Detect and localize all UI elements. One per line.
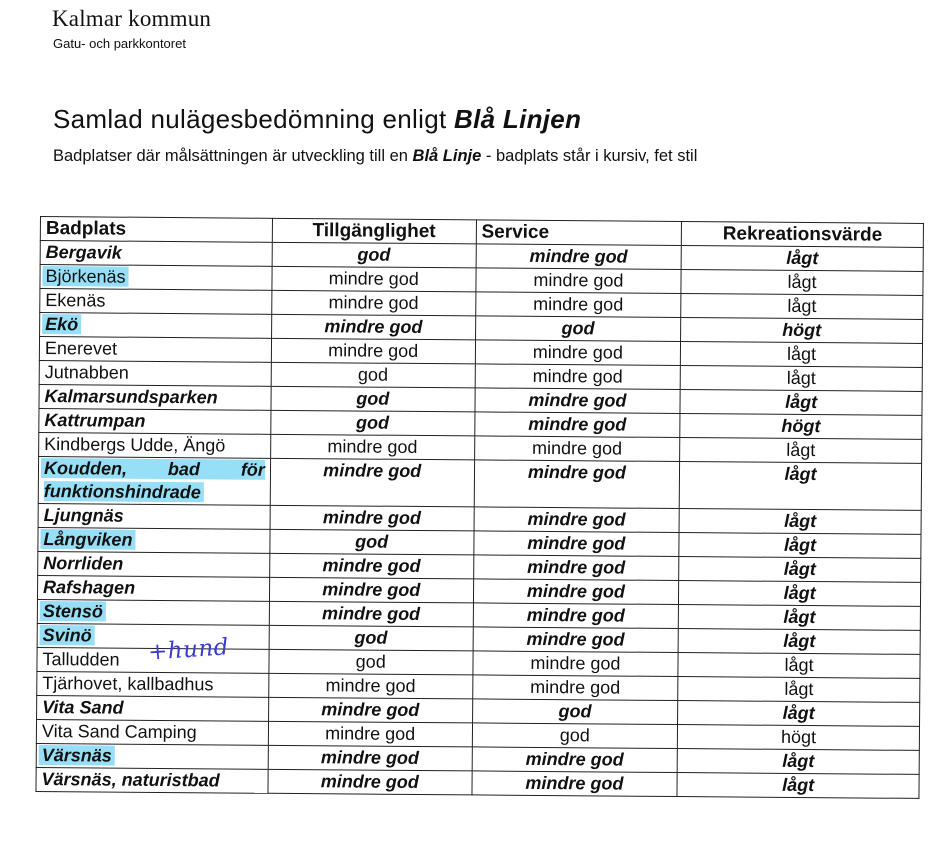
cell-tillganglighet: mindre god: [270, 434, 474, 460]
badplats-name: Kindbergs Udde, Ängö: [44, 434, 226, 456]
cell-badplats: [40, 313, 272, 339]
badplats-name: Norrliden: [43, 553, 124, 574]
cell-service: mindre god: [472, 675, 678, 701]
badplats-name: Långviken: [40, 529, 135, 550]
cell-service: mindre god: [473, 627, 679, 653]
badplats-name: Värsnäs: [39, 745, 115, 766]
cell-service: mindre god: [474, 507, 680, 533]
badplats-name: Bergavik: [45, 242, 122, 263]
column-header-tillganglighet: Tillgänglighet: [272, 218, 476, 244]
cell-tillganglighet: mindre god: [272, 290, 476, 316]
cell-tillganglighet: mindre god: [268, 745, 472, 771]
badplats-name: Rafshagen: [43, 577, 136, 598]
badplats-name: Vita Sand Camping: [41, 721, 197, 743]
cell-tillganglighet: mindre god: [271, 314, 475, 340]
cell-badplats: [39, 360, 271, 386]
cell-badplats: [39, 432, 271, 458]
cell-rekreationsvarde: lågt: [681, 270, 923, 296]
cell-rekreationsvarde: högt: [681, 318, 923, 344]
cell-badplats: [37, 695, 269, 721]
cell-tillganglighet: god: [271, 386, 475, 412]
cell-service: mindre god: [473, 579, 679, 605]
organization-name: Kalmar kommun: [52, 6, 212, 31]
cell-badplats: [38, 503, 270, 529]
cell-service: mindre god: [475, 292, 681, 318]
cell-rekreationsvarde: lågt: [679, 557, 921, 583]
cell-service: mindre god: [473, 651, 679, 677]
badplats-name: Ljungnäs: [43, 505, 124, 526]
cell-tillganglighet: mindre god: [268, 769, 472, 795]
cell-badplats: [39, 337, 271, 363]
cell-tillganglighet: mindre god: [269, 577, 473, 603]
cell-tillganglighet: god: [270, 529, 474, 555]
document-subtitle-suffix: - badplats står i kursiv, fet stil: [481, 147, 698, 165]
column-header-badplats: Badplats: [40, 217, 272, 243]
cell-rekreationsvarde: lågt: [678, 605, 920, 631]
cell-rekreationsvarde: lågt: [681, 342, 923, 368]
column-header-rekreationsvarde: Rekreationsvärde: [681, 222, 923, 248]
cell-tillganglighet: god: [271, 362, 475, 388]
cell-badplats: [38, 551, 270, 577]
cell-badplats: [38, 527, 270, 553]
cell-badplats: [39, 384, 271, 410]
cell-rekreationsvarde: lågt: [680, 390, 922, 416]
cell-badplats: [36, 743, 268, 769]
cell-service: mindre god: [476, 244, 682, 270]
cell-badplats: [40, 289, 272, 315]
handwritten-annotation: +hund: [147, 634, 230, 666]
document-subtitle-prefix: Badplatser där målsättningen är utveckling till en: [53, 147, 413, 165]
cell-rekreationsvarde: lågt: [679, 581, 921, 607]
cell-rekreationsvarde: lågt: [679, 462, 921, 511]
cell-service: mindre god: [474, 460, 680, 509]
cell-rekreationsvarde: lågt: [681, 294, 923, 320]
cell-badplats: [38, 456, 270, 505]
assessment-table: [35, 216, 923, 799]
cell-service: god: [472, 723, 678, 749]
cell-service: mindre god: [473, 531, 679, 557]
cell-tillganglighet: mindre god: [268, 697, 472, 723]
badplats-name: Vita Sand: [42, 697, 124, 718]
cell-rekreationsvarde: högt: [680, 414, 922, 440]
cell-service: mindre god: [473, 555, 679, 581]
badplats-name: Jutnabben: [44, 362, 129, 383]
document-title-emphasis: Blå Linjen: [454, 104, 582, 134]
column-header-service: Service: [476, 220, 682, 246]
cell-badplats: [37, 599, 269, 625]
cell-tillganglighet: mindre god: [270, 458, 474, 507]
cell-rekreationsvarde: högt: [678, 725, 920, 751]
cell-tillganglighet: mindre god: [269, 601, 473, 627]
cell-rekreationsvarde: lågt: [679, 533, 921, 559]
cell-badplats: [39, 408, 271, 434]
badplats-name: Ekenäs: [45, 290, 106, 311]
cell-tillganglighet: mindre god: [269, 673, 473, 699]
cell-badplats: [36, 719, 268, 745]
cell-service: mindre god: [476, 268, 682, 294]
cell-badplats: [37, 671, 269, 697]
cell-rekreationsvarde: lågt: [678, 653, 920, 679]
badplats-name: Svinö: [40, 625, 95, 645]
badplats-name: Kattrumpan: [44, 410, 146, 431]
cell-service: god: [472, 699, 678, 725]
cell-badplats: [40, 241, 272, 267]
document-subtitle-emphasis: Blå Linje: [412, 147, 482, 165]
cell-rekreationsvarde: lågt: [680, 438, 922, 464]
badplats-name: Värsnäs, naturistbad: [41, 769, 220, 791]
cell-rekreationsvarde: lågt: [679, 509, 921, 535]
badplats-name: Kalmarsundsparken: [44, 386, 218, 408]
cell-tillganglighet: mindre god: [270, 553, 474, 579]
cell-rekreationsvarde: lågt: [680, 366, 922, 392]
cell-service: mindre god: [475, 388, 681, 414]
cell-tillganglighet: god: [269, 649, 473, 675]
cell-tillganglighet: mindre god: [272, 266, 476, 292]
cell-tillganglighet: mindre god: [268, 721, 472, 747]
cell-badplats: [37, 575, 269, 601]
cell-tillganglighet: mindre god: [271, 338, 475, 364]
cell-rekreationsvarde: lågt: [678, 701, 920, 727]
cell-service: mindre god: [475, 364, 681, 390]
cell-rekreationsvarde: lågt: [681, 246, 923, 272]
document-subtitle: [53, 147, 697, 166]
badplats-name: Talludden: [42, 649, 120, 670]
badplats-name: Tjärhovet, kallbadhus: [42, 673, 214, 695]
badplats-name: Björkenäs: [42, 266, 128, 287]
document-title: [53, 104, 581, 135]
cell-tillganglighet: god: [269, 625, 473, 651]
cell-service: mindre god: [472, 747, 678, 773]
cell-rekreationsvarde: lågt: [677, 749, 919, 775]
cell-service: mindre god: [474, 436, 680, 462]
cell-service: mindre god: [472, 771, 678, 797]
cell-rekreationsvarde: lågt: [678, 629, 920, 655]
badplats-name: Ekö: [42, 314, 81, 334]
cell-tillganglighet: mindre god: [270, 505, 474, 531]
document-title-prefix: Samlad nulägesbedömning enligt: [53, 104, 455, 134]
cell-service: mindre god: [473, 603, 679, 629]
cell-service: mindre god: [475, 340, 681, 366]
cell-rekreationsvarde: lågt: [678, 677, 920, 703]
cell-service: god: [475, 316, 681, 342]
cell-rekreationsvarde: lågt: [677, 773, 919, 799]
table-row: [38, 456, 921, 510]
cell-tillganglighet: god: [271, 410, 475, 436]
cell-service: mindre god: [474, 412, 680, 438]
badplats-name: Stensö: [40, 601, 106, 622]
cell-badplats: [40, 265, 272, 291]
badplats-name: Enerevet: [44, 338, 118, 359]
cell-badplats: [36, 767, 268, 793]
department-name: Gatu- och parkkontoret: [53, 36, 186, 51]
badplats-name: Koudden, bad för funktionshindrade: [41, 458, 265, 502]
cell-tillganglighet: god: [272, 242, 476, 268]
